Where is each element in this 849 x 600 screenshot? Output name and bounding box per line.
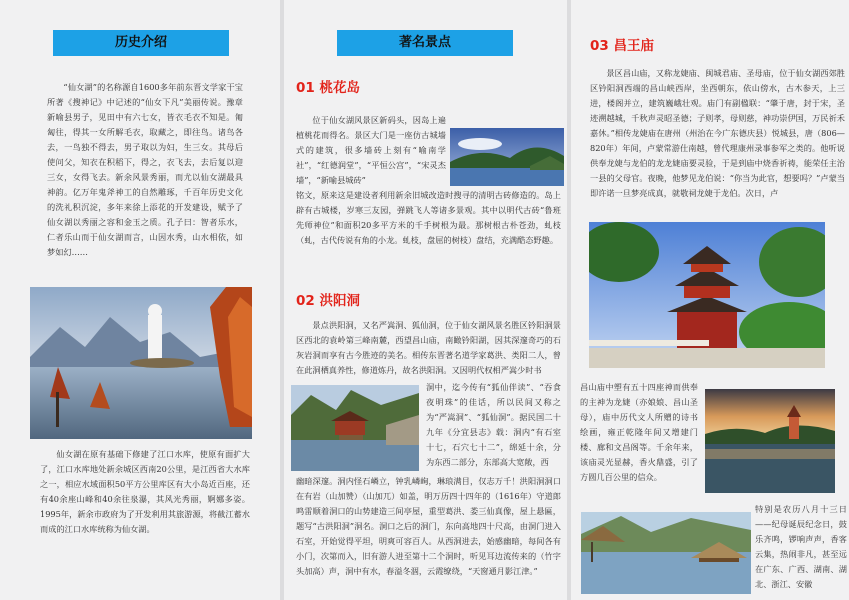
- taohua-island-photo: [450, 128, 564, 186]
- changwang-temple-text-c: 特别是农历八月十三日——纪母诞辰纪念日，鼓乐齐鸣，锣响声声，香客云集，热闹非凡，甚至远在广东、广西、湖南、湖北、浙江、安徽: [755, 504, 847, 589]
- lakeside-castle-photo: [705, 389, 835, 493]
- section-header-attractions: 著名景点: [337, 30, 513, 56]
- changwang-temple-text-b: 昌山庙中塑有五十四座神而供奉的主神为龙婕（亦娘娘、昌山圣母），庙中历代文人所赠的诗书绘画，雍正乾隆年间又增建门楼、廊和文昌阁等。千余年来，该庙灵光显赫，香火鼎盛，引了方圆几百公里的信众。: [580, 382, 698, 482]
- hongyang-cave-text-a: 景点洪阳洞，又名严嵩洞、狐仙洞，位于仙女湖风景名胜区钤阳洞景区西北的袁岭第三峰南麓，西望昌山庙，南瞰钤阳湖，因其深邃奇巧的石灰岩洞而享有古今胜迹的美名。相传东晋著名道学家葛洪、类阳二人，曾在此洞栖真养性，修道炼丹，故名洪阳洞。又因明代权相严嵩少时书: [296, 320, 561, 375]
- taohua-island-title: 01 桃花岛: [296, 80, 360, 96]
- hongyang-cave-text-c: 幽暗深邃。洞内怪石嶙立，钟乳嶙峋，琳琅满目，仅志万千！洪阳洞洞口在有岩（山加赞）（山加兀）如盖，明万历四十四年的（1616年）守道郎鸣雷顺着洞口的山势建造三间亭屋，重型葛洪、娄三仙真像，屋上悬匾，题写“古洪阳洞”洞名。洞口之后的洞门，东向高地四十尺高，由洞门进入石室，开始觉得平坦，明爽可容百人。从西洞进去，始感幽暗，每间各有小门，次第而入，旧有游人进至第十二个洞时，听见耳边流传来的（竹字头加高）声，洞中有水，春溢冬涸，云霞缭绕，“天窗通月影江津。”: [296, 476, 561, 576]
- panel-attractions: [284, 0, 567, 600]
- taohua-island-text-a: 位于仙女湖风景区新码头，因岛上遍植桃花而得名。景区大门是一座仿古城墙式的建筑，很多墙砖上刻有“喻南学社”，“红德润堂”，“平恒公宫”，“宋灵杰墙”，“新喻县城砖”: [296, 115, 446, 185]
- hongyang-cave-photo: [291, 385, 419, 471]
- reservoir-text: 仙女湖在原有基础下修建了江口水库，使原有面扩大了，江口水库地处新余城区西南20公里，是江西省大水库之一，相应水域面积50平方公里库区有大小岛近百座，还有40余座山峰和40余往泉瀑，其风光秀丽，婀娜多姿。1995年，新余市政府为了开发利用其旅游源，将截江蓄水而成的江口水库统称为仙女湖。: [40, 449, 250, 534]
- changwang-temple-title: 03 昌王庙: [590, 38, 654, 54]
- panel-history: [0, 0, 280, 600]
- taohua-island-text-b: 铭文，原来这是建设者利用新余旧城改造时搜寻的清明古砖修造的。岛上辟有古城楼，岁寒三友园，弹跳飞人等诸多景观。其中以明代古砖“鲁班先师神位”和面积20多平方米的千手树根为最。那树根古朴苍劲，虬枝（虬，古代传说有角的小龙。虬枝，盘屈的树枝）盘结，充满酷态野趣。: [296, 190, 561, 245]
- section-header-history: 历史介绍: [53, 30, 229, 56]
- panel-temple: [571, 0, 849, 600]
- hongyang-cave-text-b: 洞中，迄今传有“狐仙伴读”、“吞食夜明珠”的佳话，所以民间又称之为“严嵩洞”、“狐仙洞”。据民国二十九年《分宜县志》载：洞内“有石室十七，石穴七十二”，绵延十余，分为东西二部分，东部高大宽敞，西: [426, 382, 561, 467]
- fairy-statue-photo: [30, 287, 252, 439]
- changwang-temple-photo: [589, 222, 825, 368]
- hongyang-cave-title: 02 洪阳洞: [296, 293, 360, 309]
- history-intro-text: “仙女湖”的名称源自1600多年前东晋文学家干宝所著《搜神记》中记述的“仙女下凡”美丽传说。豫章新喻县男子，见田中有六七女，皆衣毛衣不知是。匍匐往，得其一女所解毛衣，取藏之，即往鸟。诸鸟各去，一鸟独不得去，男子取以为妇，生三女。其母后使问父，知衣在积稻下，得之，衣飞去，去后复以迎三女，女得飞去。新余风景秀丽，而尤以仙女湖最具神韵。亿万年鬼斧神工的自然雕琢，千百年历史文化的洗礼积沉淀，多年来徐上添花的开发建设，赋予了仙女湖以秀丽之容和金玉之质。孔子曰：智者乐水，仁者乐山而于仙女湖而言，山因水秀，山水相依，如梦如幻……: [47, 82, 243, 257]
- changwang-temple-text-a: 景区昌山庙，又称龙婕庙、闽城君庙、圣母庙，位于仙女湖西郊胜区钤阳洞西端的昌山峡西岸，坐西朝东，依山傍水，古木参天，上三进，楼阁并立，建筑巍峨壮观。庙门有副楹联：“肇于唐，封于宋，圣迹溯越城，千秋声灵昭圣德；子则孝，母则慈，神功崇伊国，万民祈禾嘉休。”相传龙婕庙在唐州（州治在今广东德庆县）悦城县，唐（806—820年）年间，卢蒙常游仕南越，曾代理康州录事参军之类的。他听说供奉龙婕与龙伯的龙龙婕庙要灵验，于是到庙中烧香祈祷，能荣任主治一县的父母官。夜晚，他梦见龙伯说：“你当为此官，想要吗？”卢蒙当即许诺一旦梦亮成真，就敬祠龙婕于龙伯。次日，卢: [590, 68, 845, 198]
- lake-huts-photo: [581, 512, 751, 594]
